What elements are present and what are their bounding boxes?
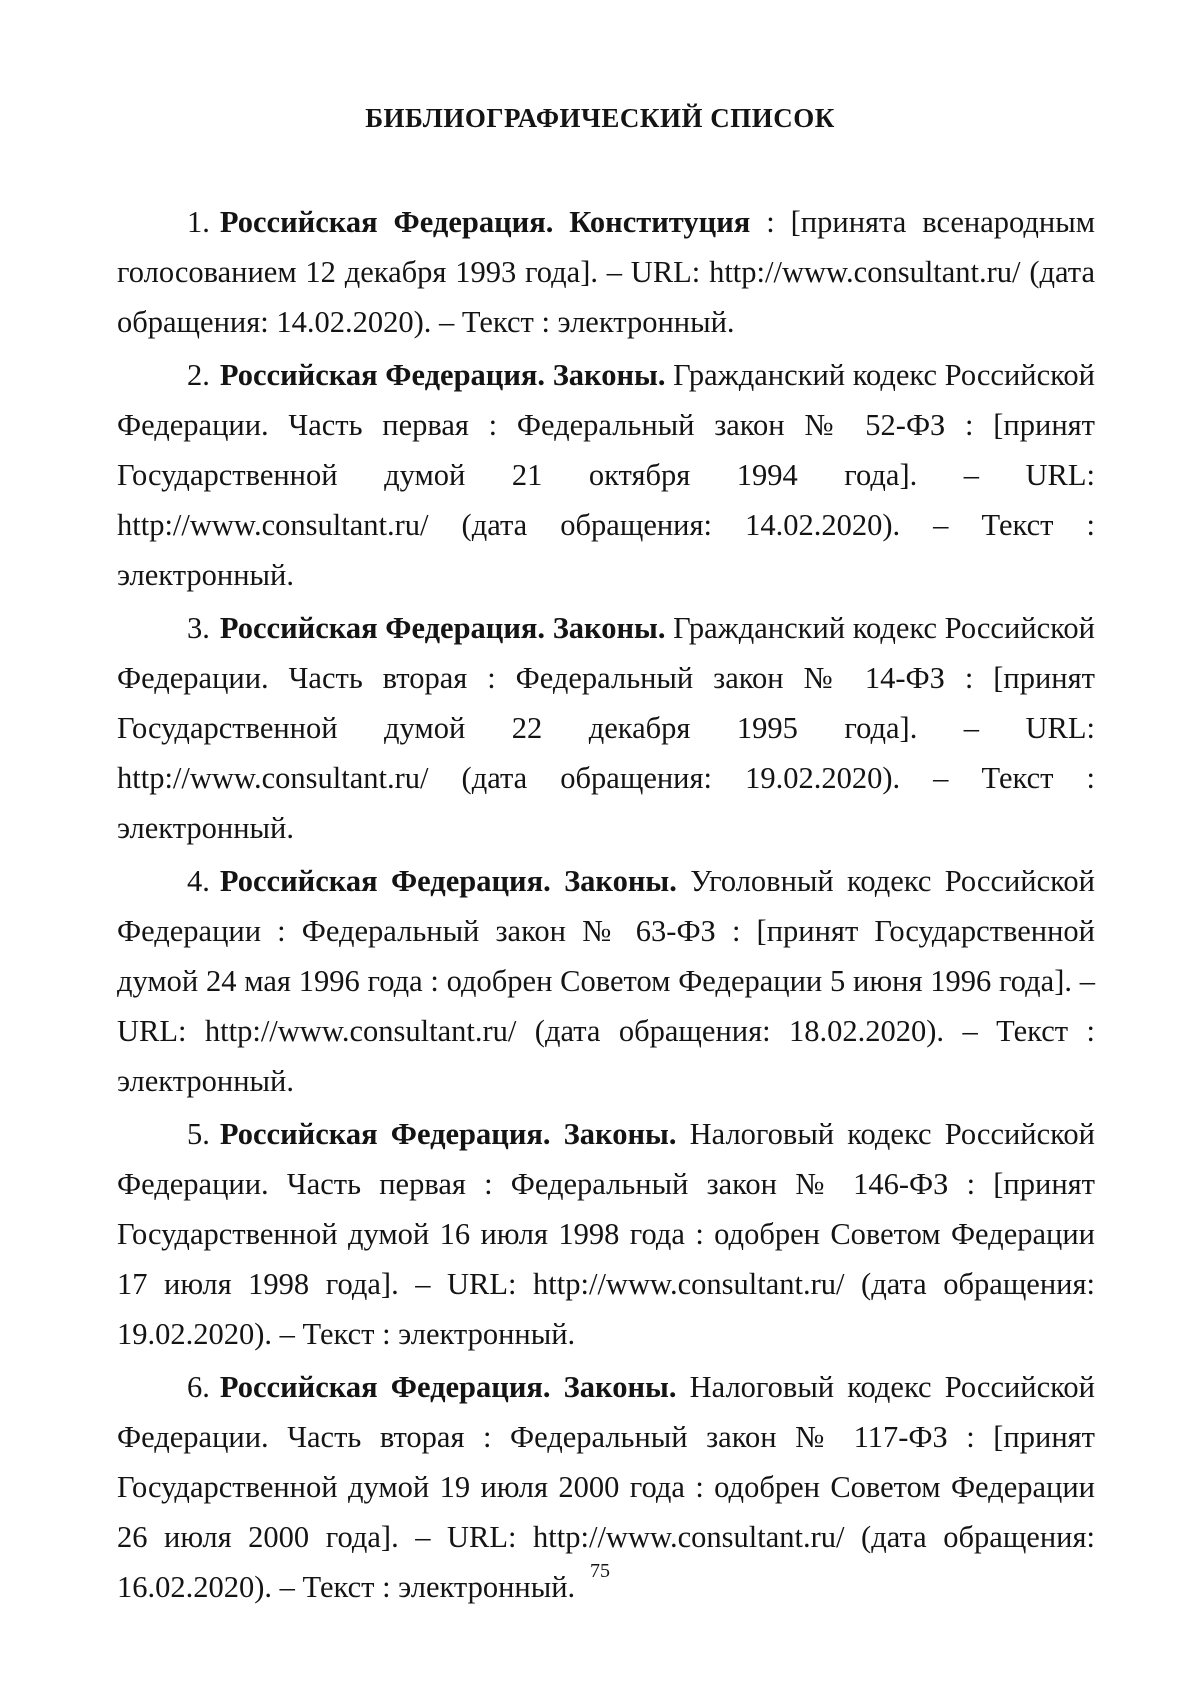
entry-author: Российская Федерация. Законы.	[219, 1117, 677, 1151]
entry-number: 4.	[187, 864, 210, 898]
entry-text: Налоговый кодекс Российской Федерации. Часть первая : Федеральный закон № 146-ФЗ : [принят Государственной думой 16 июля 1998 года : одобрен Советом Федерации 17 июля 1998 года]. – URL: http://www.consultant.ru/ (дата обращения: 19.02.2020). – Текст : электронный.	[117, 1117, 1096, 1351]
entry-number: 2.	[187, 358, 210, 392]
entry-text: Гражданский кодекс Российской Федерации. Часть первая : Федеральный закон № 52-ФЗ : [принят Государственной думой 21 октября 1994 года]. – URL: http://www.consultant.ru/ (дата обращения: 14.02.2020). – Текст : электронный.	[117, 358, 1095, 592]
bibliography-entry	[117, 603, 1095, 853]
bibliography-entry	[117, 197, 1095, 347]
entry-text: Уголовный кодекс Российской Федерации : Федеральный закон № 63-ФЗ : [принят Государственной думой 24 мая 1996 года : одобрен Советом Федерации 5 июня 1996 года]. – URL: http://www.consultant.ru/ (дата обращения: 18.02.2020). – Текст : электронный.	[117, 864, 1096, 1098]
entry-text: : [принята всенародным голосованием 12 декабря 1993 года]. – URL: http://www.consultant.ru/ (дата обращения: 14.02.2020). – Текст : электронный.	[117, 205, 1096, 339]
entry-number: 3.	[187, 611, 210, 645]
bibliography-entry	[117, 856, 1095, 1106]
page-number: 75	[590, 1560, 610, 1582]
entry-author: Российская Федерация. Законы.	[219, 864, 677, 898]
entry-author: Российская Федерация. Законы.	[219, 1370, 677, 1404]
entry-author: Российская Федерация. Конституция	[219, 205, 751, 239]
bibliography-entry	[117, 1109, 1095, 1359]
entry-number: 5.	[187, 1117, 210, 1151]
entry-author: Российская Федерация. Законы.	[219, 358, 666, 392]
bibliography-list	[117, 197, 1095, 1615]
bibliography-entry	[117, 350, 1095, 600]
page-title: БИБЛИОГРАФИЧЕСКИЙ СПИСОК	[365, 103, 835, 133]
entry-text: Гражданский кодекс Российской Федерации. Часть вторая : Федеральный закон № 14-ФЗ : [принят Государственной думой 22 декабря 1995 года]. – URL: http://www.consultant.ru/ (дата обращения: 19.02.2020). – Текст : электронный.	[117, 611, 1095, 845]
entry-number: 6.	[187, 1370, 210, 1404]
entry-text: Налоговый кодекс Российской Федерации. Часть вторая : Федеральный закон № 117-ФЗ : [принят Государственной думой 19 июля 2000 года : одобрен Советом Федерации 26 июля 2000 года]. – URL: http://www.consultant.ru/ (дата обращения: 16.02.2020). – Текст : электронный.	[117, 1370, 1096, 1604]
entry-author: Российская Федерация. Законы.	[219, 611, 666, 645]
entry-number: 1.	[187, 205, 210, 239]
